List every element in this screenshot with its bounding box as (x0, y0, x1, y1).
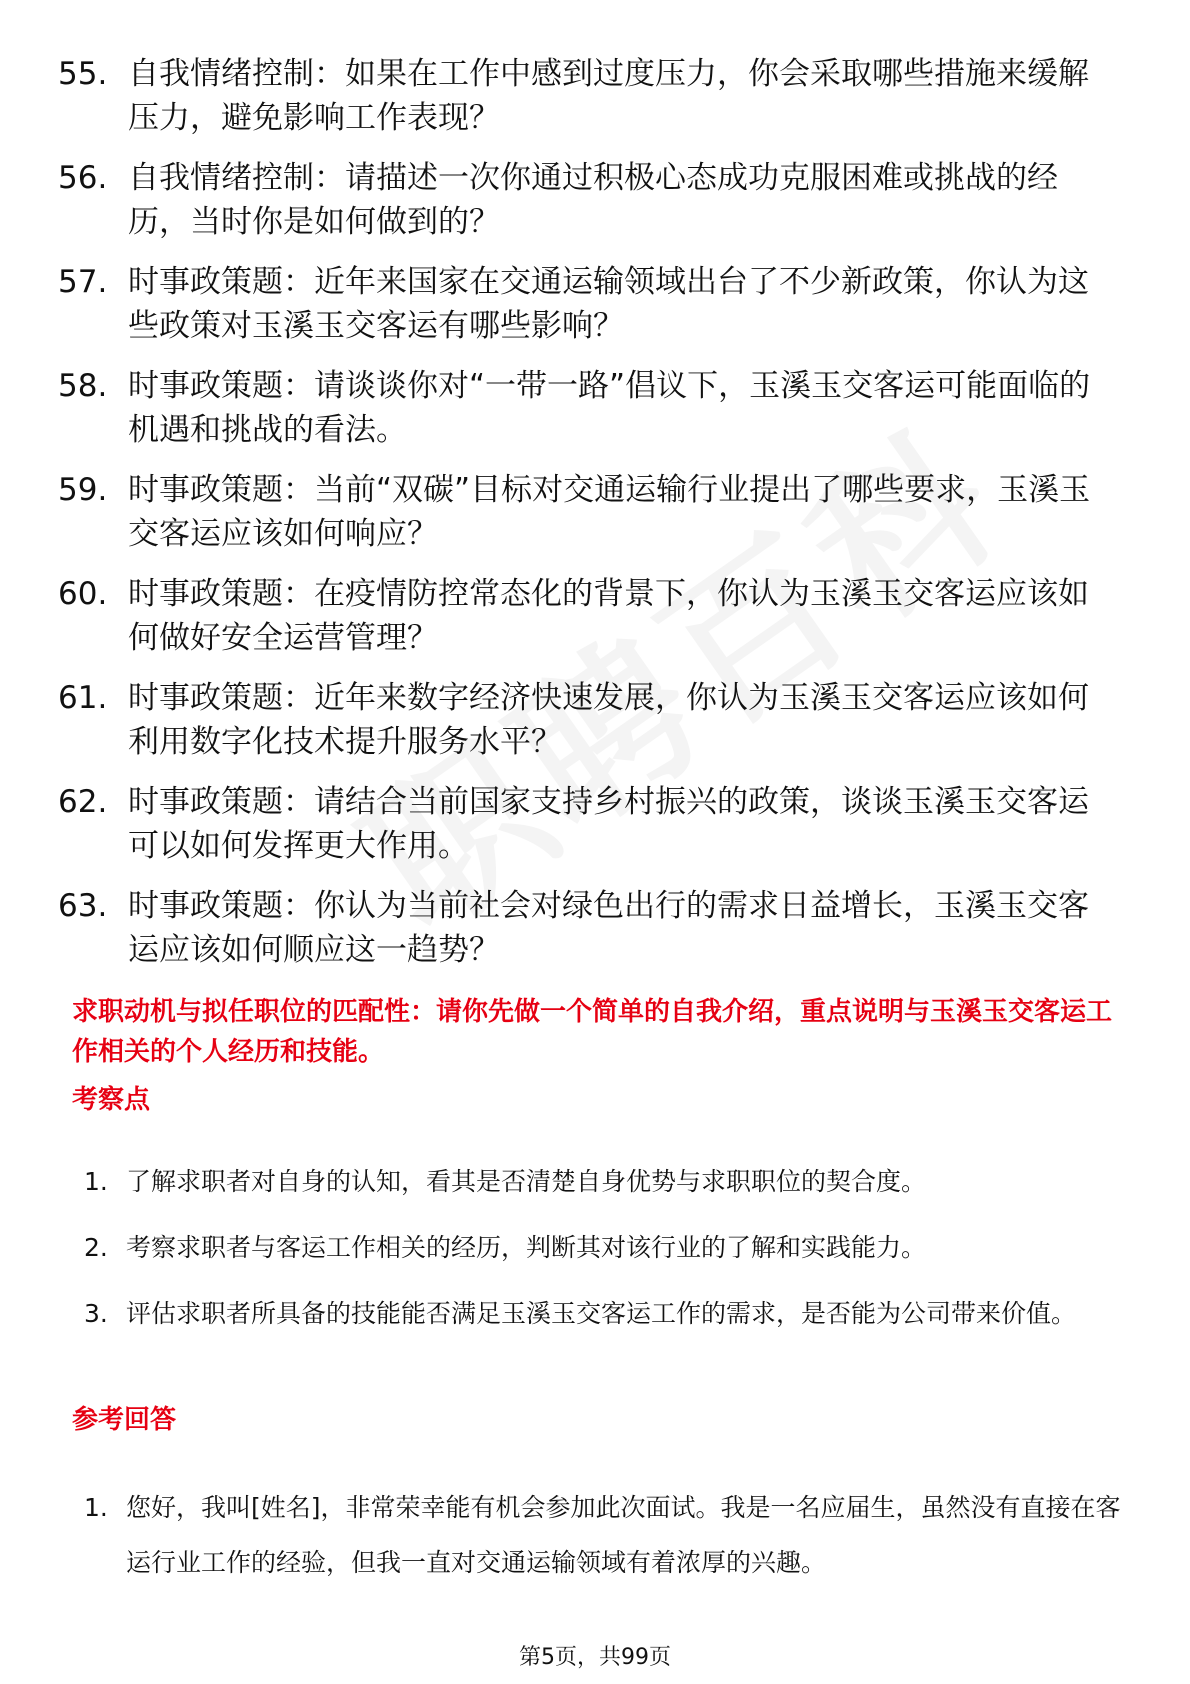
question-number: 60. (58, 576, 108, 612)
list-item (84, 1286, 1124, 1341)
list-item-text: 您好，我叫[姓名]，非常荣幸能有机会参加此次面试。我是一名应届生，虽然没有直接在客运行业工作的经验，但我一直对交通运输领域有着浓厚的兴趣。 (126, 1493, 1121, 1577)
question-text: 时事政策题：近年来数字经济快速发展，你认为玉溪玉交客运应该如何利用数字化技术提升服务水平？ (128, 680, 1089, 760)
question-item (58, 52, 1118, 140)
question-text: 时事政策题：你认为当前社会对绿色出行的需求日益增长，玉溪玉交客运应该如何顺应这一趋势？ (128, 888, 1089, 968)
answer-heading: 参考回答 (72, 1405, 177, 1435)
question-number: 62. (58, 784, 108, 820)
answers-list (84, 1480, 1124, 1601)
question-item (58, 884, 1118, 972)
list-item (84, 1154, 1124, 1209)
question-number: 55. (58, 56, 108, 92)
question-item (58, 676, 1118, 764)
question-item (58, 572, 1118, 660)
points-heading: 考察点 (72, 1085, 151, 1115)
question-text: 自我情绪控制：如果在工作中感到过度压力，你会采取哪些措施来缓解压力，避免影响工作表现？ (128, 56, 1089, 136)
question-number: 57. (58, 264, 108, 300)
list-item-number: 2. (84, 1233, 108, 1262)
question-text: 时事政策题：近年来国家在交通运输领域出台了不少新政策，你认为这些政策对玉溪玉交客运有哪些影响？ (128, 264, 1089, 344)
question-number: 58. (58, 368, 108, 404)
question-number: 61. (58, 680, 108, 716)
question-item (58, 156, 1118, 244)
section-title: 求职动机与拟任职位的匹配性：请你先做一个简单的自我介绍，重点说明与玉溪玉交客运工作相关的个人经历和技能。 (72, 997, 1113, 1067)
list-item-number: 1. (84, 1493, 108, 1522)
question-item (58, 468, 1118, 556)
question-text: 时事政策题：请谈谈你对“一带一路”倡议下，玉溪玉交客运可能面临的机遇和挑战的看法。 (128, 368, 1091, 448)
question-text: 时事政策题：请结合当前国家支持乡村振兴的政策，谈谈玉溪玉交客运可以如何发挥更大作用。 (128, 784, 1089, 864)
question-number: 56. (58, 160, 108, 196)
question-text: 时事政策题：当前“双碳”目标对交通运输行业提出了哪些要求，玉溪玉交客运应该如何响应？ (128, 472, 1091, 552)
list-item-number: 1. (84, 1167, 108, 1196)
list-item-text: 评估求职者所具备的技能能否满足玉溪玉交客运工作的需求，是否能为公司带来价值。 (126, 1299, 1077, 1328)
question-number: 63. (58, 888, 108, 924)
list-item (84, 1220, 1124, 1275)
list-item (84, 1480, 1124, 1590)
question-item (58, 364, 1118, 452)
question-list (58, 52, 1118, 988)
question-item (58, 260, 1118, 348)
question-text: 时事政策题：在疫情防控常态化的背景下，你认为玉溪玉交客运应该如何做好安全运营管理？ (128, 576, 1089, 656)
list-item-number: 3. (84, 1299, 108, 1328)
list-item-text: 了解求职者对自身的认知，看其是否清楚自身优势与求职职位的契合度。 (126, 1167, 927, 1196)
question-text: 自我情绪控制：请描述一次你通过积极心态成功克服困难或挑战的经历，当时你是如何做到的？ (128, 160, 1058, 240)
list-item-text: 考察求职者与客运工作相关的经历，判断其对该行业的了解和实践能力。 (126, 1233, 927, 1262)
question-number: 59. (58, 472, 108, 508)
points-list (84, 1154, 1124, 1352)
question-item (58, 780, 1118, 868)
page-footer: 第5页，共99页 (519, 1645, 671, 1670)
